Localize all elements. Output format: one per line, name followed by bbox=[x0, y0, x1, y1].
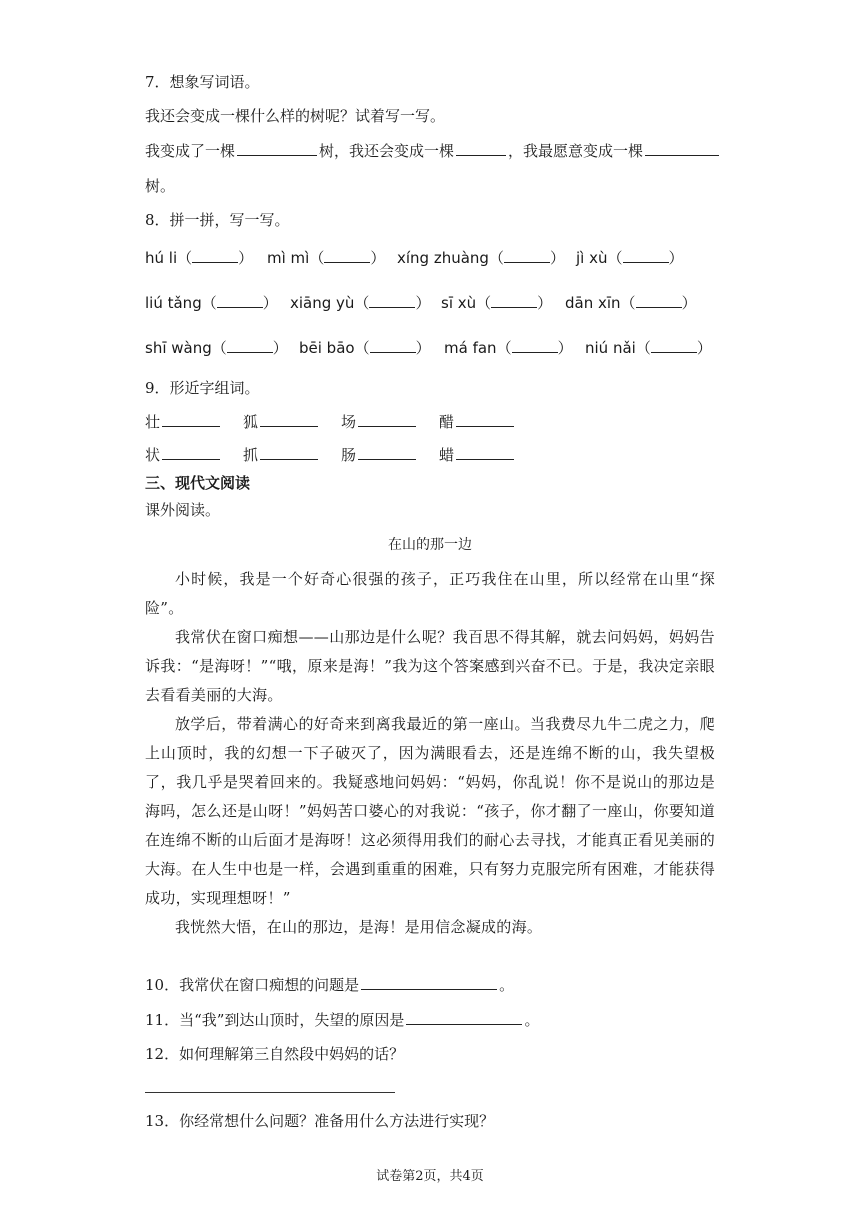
pinyin-answer-blank[interactable] bbox=[227, 339, 273, 353]
pinyin-answer-blank[interactable] bbox=[370, 339, 416, 353]
char-answer-blank[interactable] bbox=[358, 445, 416, 460]
char-item: 场 bbox=[341, 412, 418, 432]
q10-answer-blank[interactable] bbox=[361, 975, 497, 990]
q7-title: 7．想象写词语。 bbox=[145, 73, 260, 91]
char-answer-blank[interactable] bbox=[456, 445, 514, 460]
pinyin-item: xíng zhuàng（ ） bbox=[397, 249, 565, 267]
q7-blank-1[interactable] bbox=[237, 141, 317, 156]
char-item: 抓 bbox=[243, 445, 320, 465]
q9-title: 9．形近字组词。 bbox=[145, 379, 260, 397]
q8-title: 8．拼一拼，写一写。 bbox=[145, 211, 290, 229]
pinyin-item: sī xù（ ） bbox=[441, 294, 553, 312]
q11: 11．当“我”到达山顶时，失望的原因是 。 bbox=[145, 1011, 540, 1029]
char-item: 狐 bbox=[243, 412, 320, 432]
pinyin-item: xiāng yù（ ） bbox=[290, 294, 431, 312]
pinyin-item: liú tǎng（ ） bbox=[145, 294, 278, 312]
q7-s2: 树，我还会变成一棵 bbox=[319, 142, 455, 160]
article-body bbox=[145, 565, 715, 942]
q7-s3: ，我最愿意变成一棵 bbox=[508, 142, 644, 160]
article-paragraph-2: 我常伏在窗口痴想——山那边是什么呢？我百思不得其解，就去问妈妈，妈妈告诉我：“是海呀！”“哦，原来是海！”我为这个答案感到兴奋不已。于是，我决定亲眼去看看美丽的大海。 bbox=[145, 628, 715, 704]
section-heading: 三、现代文阅读 bbox=[145, 474, 251, 492]
page-footer: 试卷第2页，共4页 bbox=[376, 1169, 484, 1184]
q11-answer-blank[interactable] bbox=[406, 1010, 522, 1025]
pinyin-answer-blank[interactable] bbox=[324, 249, 370, 263]
pinyin-answer-blank[interactable] bbox=[623, 249, 669, 263]
article-paragraph-4: 我恍然大悟，在山的那边，是海！是用信念凝成的海。 bbox=[175, 918, 543, 936]
pinyin-item: dān xīn（ ） bbox=[565, 294, 697, 312]
article-title: 在山的那一边 bbox=[388, 537, 472, 553]
char-answer-blank[interactable] bbox=[456, 412, 514, 427]
pinyin-answer-blank[interactable] bbox=[512, 339, 558, 353]
q12-answer-line[interactable] bbox=[145, 1092, 395, 1093]
pinyin-answer-blank[interactable] bbox=[504, 249, 550, 263]
char-item: 蜡 bbox=[439, 445, 516, 465]
char-answer-blank[interactable] bbox=[162, 445, 220, 460]
pinyin-item: shī wàng（ ） bbox=[145, 339, 288, 357]
pinyin-item: má fan（ ） bbox=[444, 339, 573, 357]
char-answer-blank[interactable] bbox=[358, 412, 416, 427]
char-answer-blank[interactable] bbox=[260, 412, 318, 427]
char-item: 壮 bbox=[145, 412, 222, 432]
pinyin-item: jì xù（ ） bbox=[576, 249, 684, 267]
pinyin-answer-blank[interactable] bbox=[217, 294, 263, 308]
q12: 12．如何理解第三自然段中妈妈的话？ bbox=[145, 1045, 405, 1063]
q10: 10．我常伏在窗口痴想的问题是 。 bbox=[145, 976, 515, 994]
pinyin-answer-blank[interactable] bbox=[369, 294, 415, 308]
pinyin-answer-blank[interactable] bbox=[651, 339, 697, 353]
pinyin-item: niú nǎi（ ） bbox=[585, 339, 712, 357]
pinyin-item: bēi bāo（ ） bbox=[299, 339, 431, 357]
char-item: 醋 bbox=[439, 412, 516, 432]
section-subheading: 课外阅读。 bbox=[145, 501, 221, 519]
char-answer-blank[interactable] bbox=[162, 412, 220, 427]
q7-blank-2[interactable] bbox=[456, 141, 506, 156]
pinyin-answer-blank[interactable] bbox=[491, 294, 537, 308]
q7-s1: 我变成了一棵 bbox=[145, 142, 236, 160]
q7-s4: 树。 bbox=[145, 177, 176, 195]
q7-sentence bbox=[145, 141, 721, 161]
pinyin-answer-blank[interactable] bbox=[192, 249, 238, 263]
pinyin-item: mì mì（ ） bbox=[267, 249, 386, 267]
pinyin-answer-blank[interactable] bbox=[636, 294, 682, 308]
char-answer-blank[interactable] bbox=[260, 445, 318, 460]
char-item: 肠 bbox=[341, 445, 418, 465]
q7-blank-3[interactable] bbox=[645, 141, 719, 156]
q7-prompt: 我还会变成一棵什么样的树呢？试着写一写。 bbox=[145, 107, 446, 125]
article-paragraph-3: 放学后，带着满心的好奇来到离我最近的第一座山。当我费尽九牛二虎之力，爬上山顶时，我的幻想一下子破灭了，因为满眼看去，还是连绵不断的山，我失望极了，我几乎是哭着回来的。我疑惑地问妈妈：“妈妈，你乱说！你不是说山的那边是海吗，怎么还是山呀！”妈妈苦口婆心的对我说：“孩子，你才翻了一座山，你要知道在连绵不断的山后面才是海呀！这必须得用我们的耐心去寻找，才能真正看见美丽的大海。在人生中也是一样，会遇到重重的困难，只有努力克服完所有困难，才能获得成功，实现理想呀！” bbox=[145, 715, 715, 907]
char-item: 状 bbox=[145, 445, 222, 465]
q13: 13．你经常想什么问题？准备用什么方法进行实现？ bbox=[145, 1112, 495, 1130]
article-paragraph-1: 小时候，我是一个好奇心很强的孩子，正巧我住在山里，所以经常在山里“探险”。 bbox=[145, 570, 715, 617]
pinyin-item: hú li（ ） bbox=[145, 249, 254, 267]
